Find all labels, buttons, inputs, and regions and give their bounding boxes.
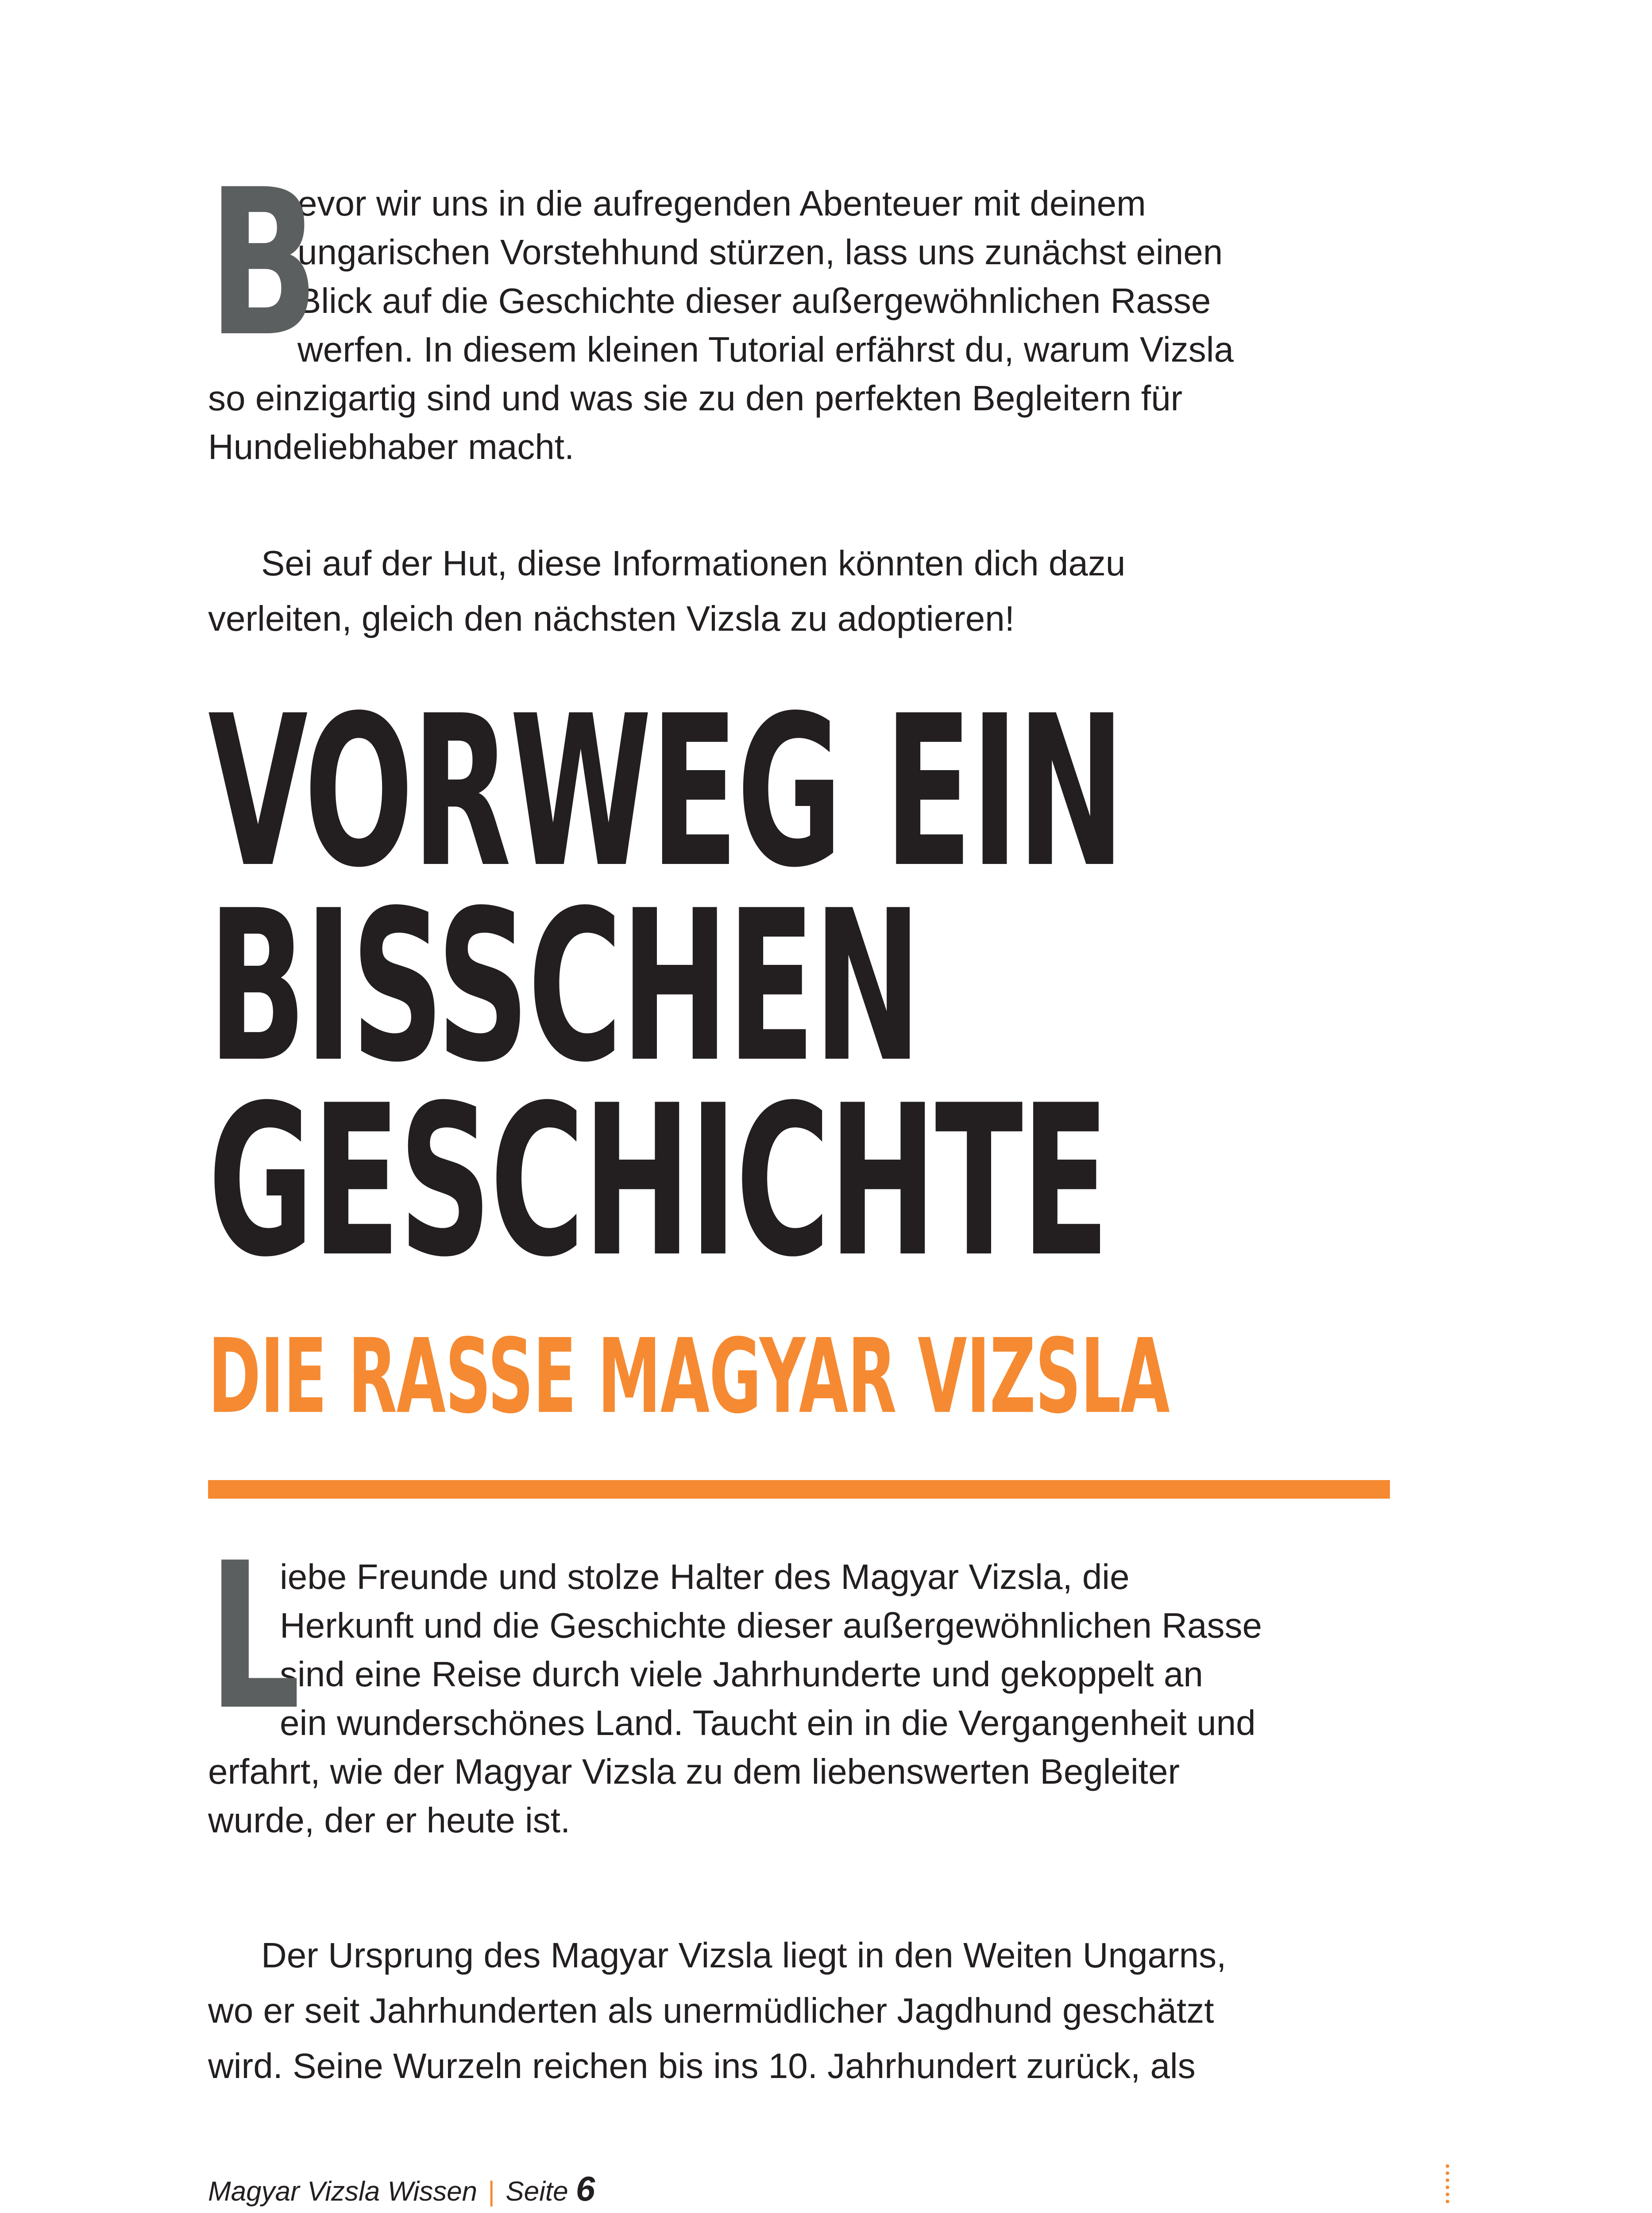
intro-line: Blick auf die Geschichte dieser außergewöhnlichen Rasse xyxy=(297,281,1211,320)
body-line: Herkunft und die Geschichte dieser außergewöhnlichen Rasse xyxy=(280,1606,1262,1645)
body-line: wurde, der er heute ist. xyxy=(208,1800,571,1840)
warning-line: verleiten, gleich den nächsten Vizsla zu adoptieren! xyxy=(208,599,1015,638)
headline-line: BISSCHEN xyxy=(208,866,920,1108)
body-line: Der Ursprung des Magyar Vizsla liegt in den Weiten Ungarns, xyxy=(261,1935,1227,1975)
page-headline xyxy=(208,671,1123,1303)
footer-page-label: Seite xyxy=(506,2176,568,2207)
body-paragraph-2 xyxy=(208,1928,1394,2093)
body-paragraph-1 xyxy=(208,1519,1394,1845)
body-line: sind eine Reise durch viele Jahrhunderte und gekoppelt an xyxy=(280,1654,1203,1694)
intro-line: so einzigartig sind und was sie zu den perfekten Begleitern für xyxy=(208,378,1183,418)
body-dropcap: L xyxy=(208,1519,300,1754)
headline-line: VORWEG EIN xyxy=(208,671,1123,913)
body-line: iebe Freunde und stolze Halter des Magyar Vizsla, die xyxy=(280,1557,1130,1596)
footer-title: Magyar Vizsla Wissen xyxy=(208,2176,478,2207)
footer-separator: | xyxy=(488,2176,495,2207)
orange-divider xyxy=(208,1480,1390,1499)
body-line: erfahrt, wie der Magyar Vizsla zu dem liebenswerten Begleiter xyxy=(208,1752,1180,1791)
body-line: wird. Seine Wurzeln reichen bis ins 10. Jahrhundert zurück, als xyxy=(208,2046,1196,2086)
intro-dropcap: B xyxy=(208,146,318,381)
dotted-marker-icon xyxy=(1446,2164,1450,2209)
intro-line: werfen. In diesem kleinen Tutorial erfährst du, warum Vizsla xyxy=(297,330,1234,369)
warning-paragraph xyxy=(208,536,1394,646)
intro-line: ungarischen Vorstehhund stürzen, lass uns zunächst einen xyxy=(297,232,1223,272)
page-subheadline: DIE RASSE MAGYAR VIZSLA xyxy=(208,1317,1170,1436)
body-line: ein wunderschönes Land. Taucht ein in die Vergangenheit und xyxy=(280,1703,1256,1743)
intro-paragraph xyxy=(208,146,1394,471)
warning-line: Sei auf der Hut, diese Informationen könnten dich dazu xyxy=(261,544,1126,583)
intro-line: Hundeliebhaber macht. xyxy=(208,427,575,467)
page-number: 6 xyxy=(575,2169,595,2208)
intro-line: evor wir uns in die aufregenden Abenteuer mit deinem xyxy=(297,184,1146,223)
body-line: wo er seit Jahrhunderten als unermüdlicher Jagdhund geschätzt xyxy=(208,1991,1214,2030)
headline-line: GESCHICHTE xyxy=(208,1060,1108,1303)
page-footer xyxy=(208,2169,595,2209)
